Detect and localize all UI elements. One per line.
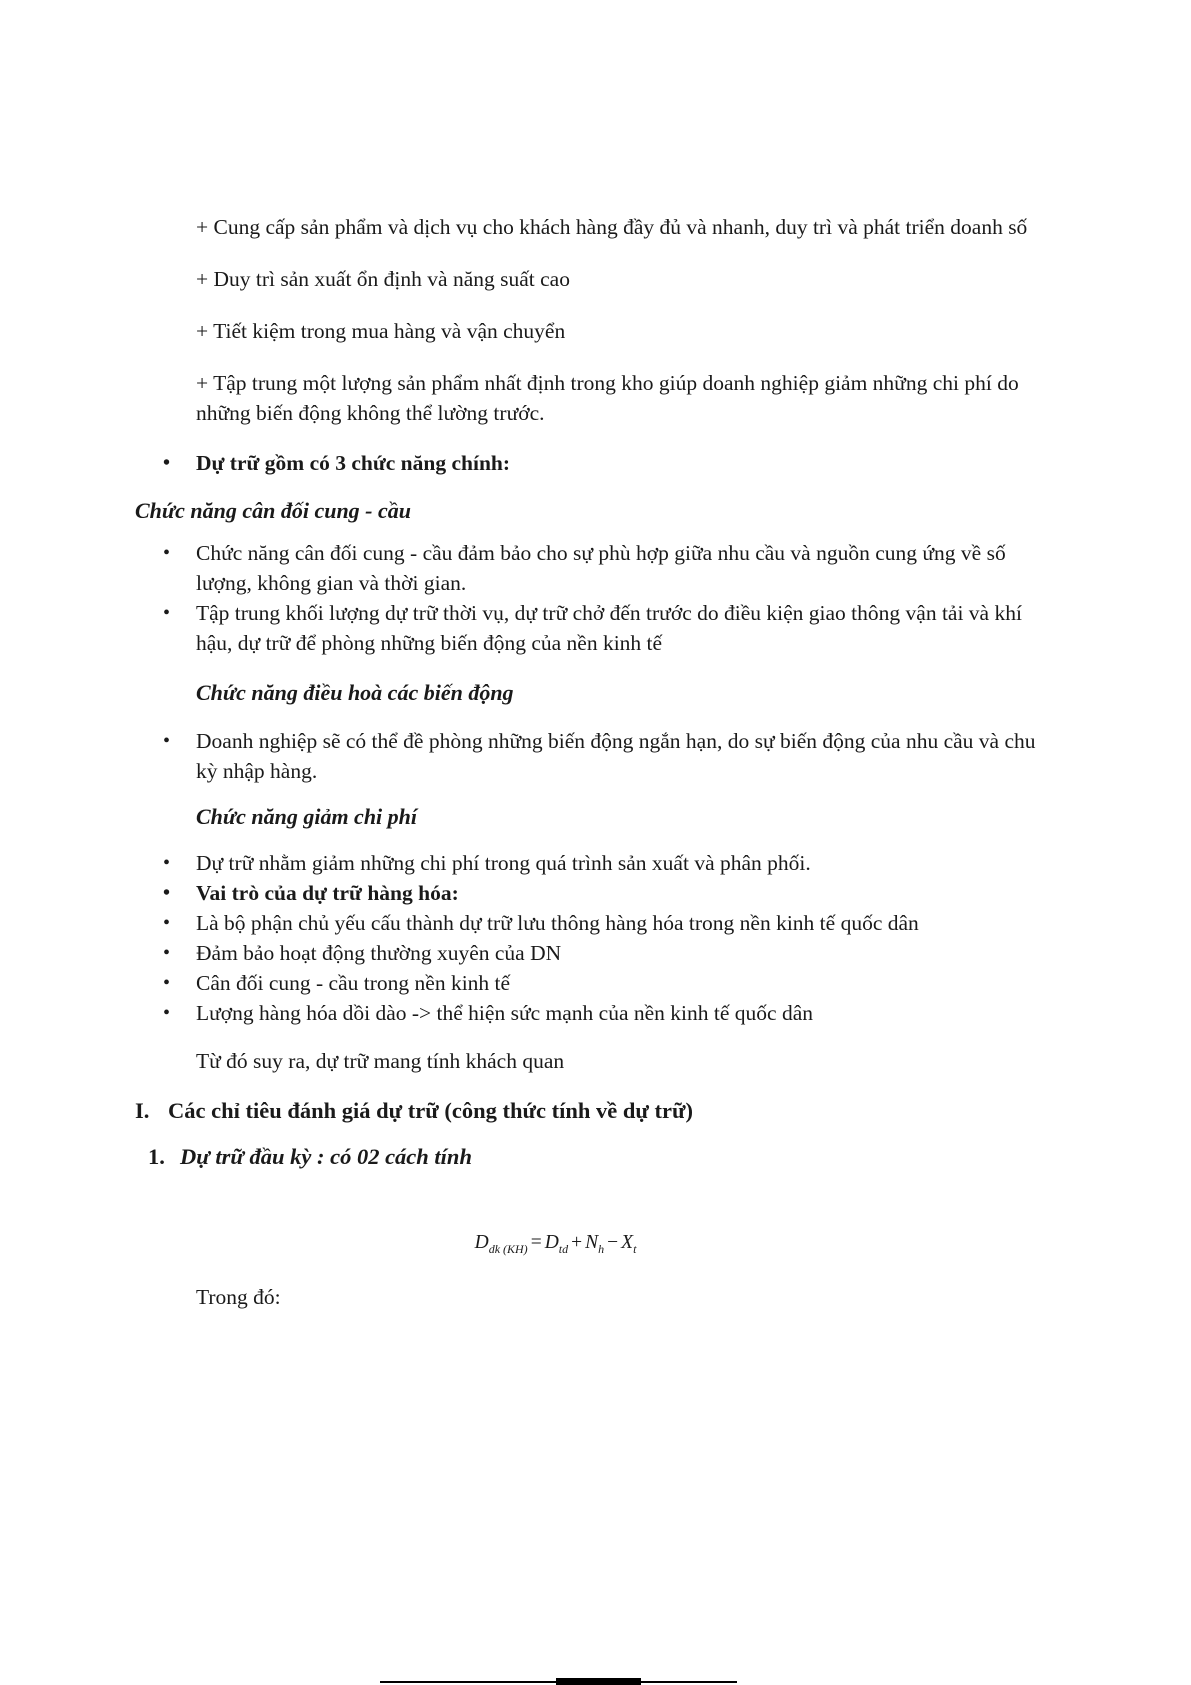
list-item-text: Cân đối cung - cầu trong nền kinh tế [196,971,511,995]
section-title: Các chỉ tiêu đánh giá dự trữ (công thức tính về dự trữ) [168,1098,694,1123]
list-item [163,968,1036,998]
formula-term: X [621,1232,634,1253]
heading-cost-function: Chức năng giảm chi phí [196,804,418,829]
formula-subscript: dk (KH) [488,1241,528,1256]
list-item [163,848,1036,878]
subsection-heading [148,1142,1036,1172]
list-item [163,908,1036,938]
subsection-number: 1. [148,1144,165,1169]
plus-paragraph: + Tiết kiệm trong mua hàng và vận chuyển [196,319,566,343]
plus-sign: + [571,1232,583,1253]
bullet-icon: • [163,942,171,964]
list-item-text: Dự trữ nhằm giảm những chi phí trong quá trình sản xuất và phân phối. [196,851,811,875]
minus-sign: − [607,1232,619,1253]
heading-regulate-function: Chức năng điều hoà các biến động [196,680,514,705]
list-item [163,598,1036,658]
list-item-text: Là bộ phận chủ yếu cấu thành dự trữ lưu thông hàng hóa trong nền kinh tế quốc dân [196,911,919,935]
trong-do-label: Trong đó: [196,1285,281,1309]
formula-term: D [544,1232,559,1253]
list-item [163,726,1036,786]
conclusion-paragraph: Từ đó suy ra, dự trữ mang tính khách quan [196,1049,565,1073]
bullet-icon: • [163,542,171,564]
list-item-text: Vai trò của dự trữ hàng hóa: [196,881,459,905]
section-number: I. [135,1098,150,1123]
list-item [163,998,1036,1028]
list-item [163,448,1036,478]
list-item-text: Lượng hàng hóa dồi dào -> thể hiện sức mạnh của nền kinh tế quốc dân [196,1001,813,1025]
formula-term: N [585,1232,599,1253]
section-heading [135,1096,1036,1126]
plus-paragraph: + Tập trung một lượng sản phẩm nhất định trong kho giúp doanh nghiệp giảm những chi phí do những biến động không thể lường trước. [196,371,1019,425]
bullet-icon: • [163,912,171,934]
next-page-table-border-thick [556,1678,641,1685]
equals-sign: = [530,1232,542,1253]
list-item-text: Đảm bảo hoạt động thường xuyên của DN [196,941,562,965]
list-item [163,938,1036,968]
formula-subscript: h [598,1241,605,1256]
bullet-icon: • [163,852,171,874]
plus-paragraph: + Cung cấp sản phẩm và dịch vụ cho khách hàng đầy đủ và nhanh, duy trì và phát triển doanh số [196,215,1028,239]
list-item [163,538,1036,598]
formula-subscript: td [558,1241,569,1256]
plus-paragraph: + Duy trì sản xuất ổn định và năng suất cao [196,267,570,291]
formula-term: D [474,1232,489,1253]
bullet-icon: • [163,972,171,994]
list-item-text: Doanh nghiệp sẽ có thể đề phòng những biến động ngắn hạn, do sự biến động của nhu cầu và chu kỳ nhập hàng. [196,729,1036,783]
heading-balance-function: Chức năng cân đối cung - cầu [135,498,411,523]
list-item-text: Chức năng cân đối cung - cầu đảm bảo cho sự phù hợp giữa nhu cầu và nguồn cung ứng về số lượng, không gian và thời gian. [196,541,1006,595]
bullet-icon: • [163,882,171,904]
list-item-text: Dự trữ gồm có 3 chức năng chính: [196,451,511,475]
list-item-text: Tập trung khối lượng dự trữ thời vụ, dự trữ chở đến trước do điều kiện giao thông vận tải và khí hậu, dự trữ để phòng những biến động của nền kinh tế [196,601,1022,655]
list-item [163,878,1036,908]
bullet-icon: • [163,452,171,474]
subsection-title: Dự trữ đầu kỳ : có 02 cách tính [180,1144,472,1169]
bullet-icon: • [163,1002,171,1024]
formula-subscript: t [633,1241,637,1256]
formula [105,1228,1006,1258]
bullet-icon: • [163,730,171,752]
bullet-icon: • [163,602,171,624]
